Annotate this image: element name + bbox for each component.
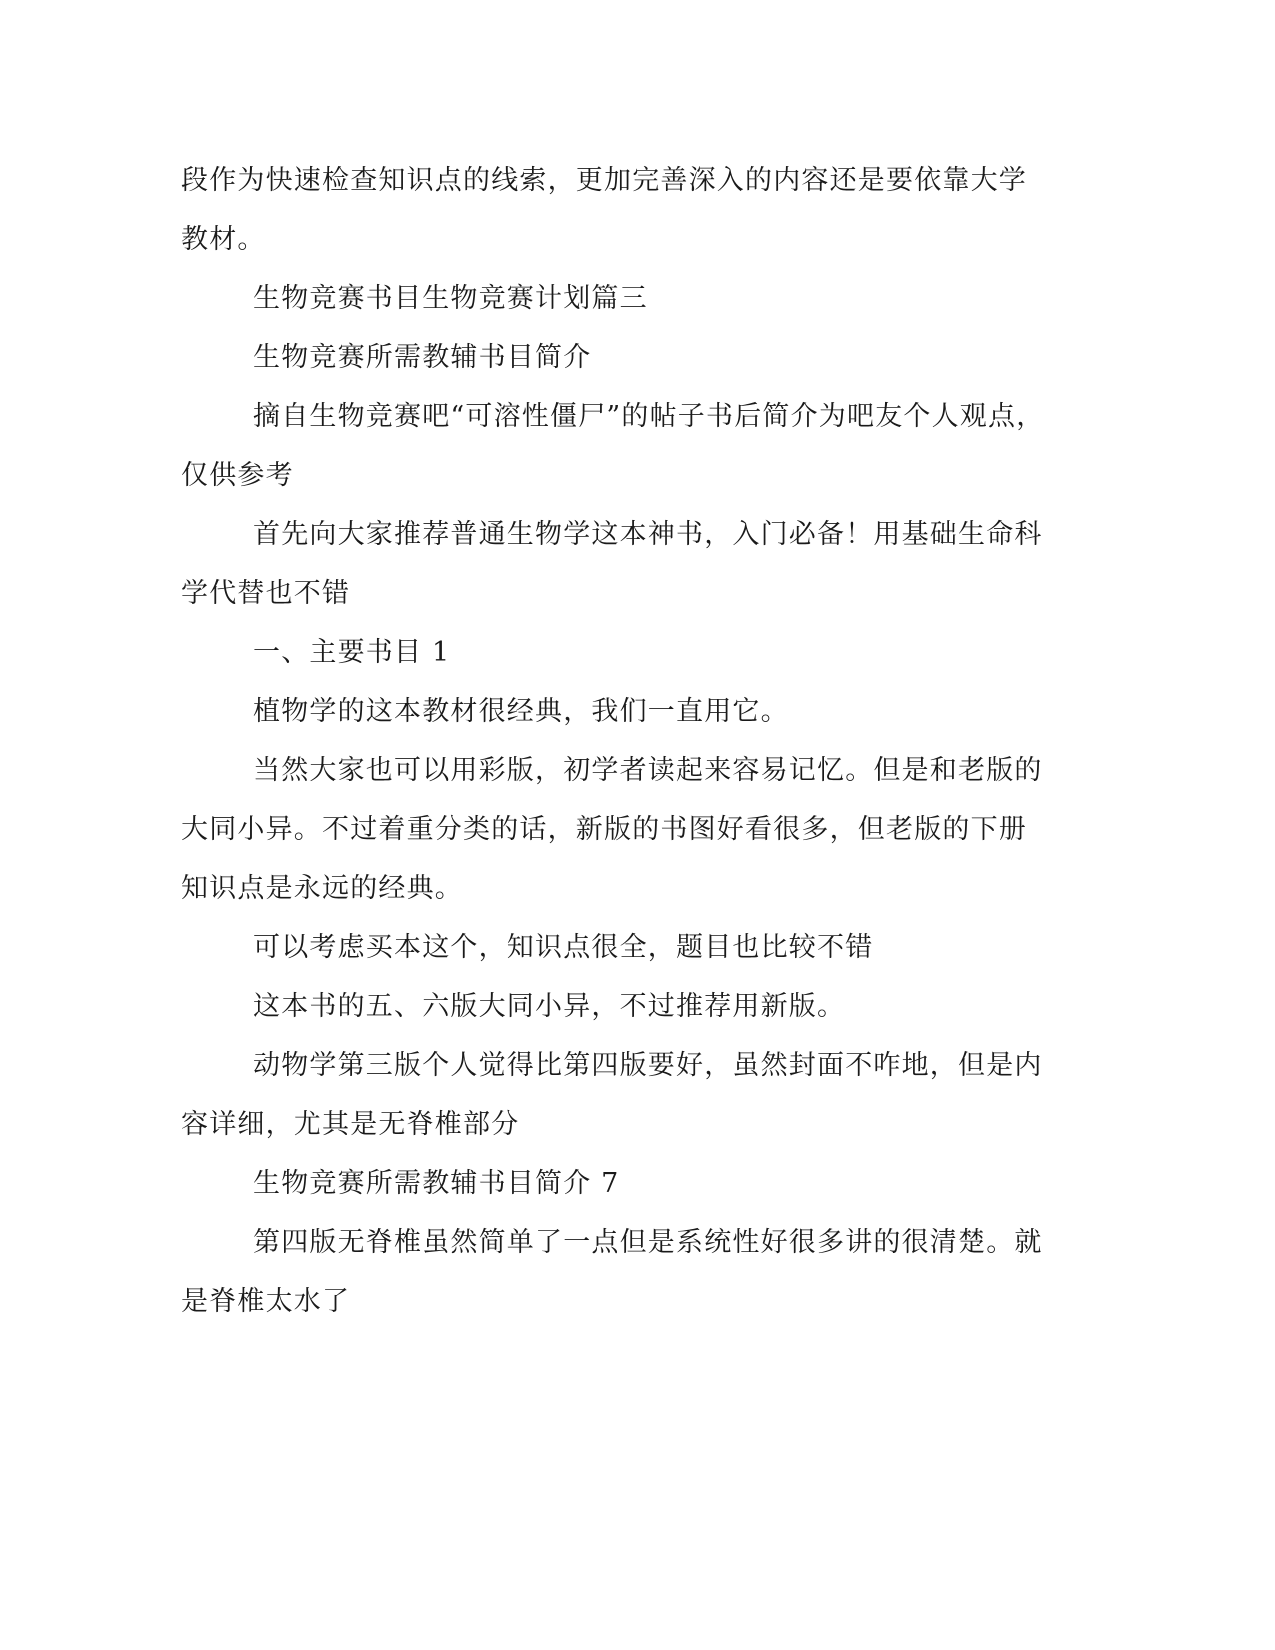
paragraph-line: 段作为快速检查知识点的线索，更加完善深入的内容还是要依靠大学: [181, 165, 1027, 196]
paragraph-line: 摘自生物竞赛吧“可溶性僵尸”的帖子书后简介为吧友个人观点，: [253, 401, 1045, 432]
paragraph-line: 是脊椎太水了: [181, 1286, 351, 1317]
paragraph-line: 首先向大家推荐普通生物学这本神书，入门必备！用基础生命科: [253, 519, 1043, 550]
paragraph-line: 这本书的五、六版大同小异，不过推荐用新版。: [253, 991, 846, 1022]
paragraph-line: 大同小异。不过着重分类的话，新版的书图好看很多，但老版的下册: [181, 814, 1027, 845]
paragraph-line: 动物学第三版个人觉得比第四版要好，虽然封面不咋地，但是内: [253, 1050, 1043, 1081]
paragraph-line: 植物学的这本教材很经典，我们一直用它。: [253, 696, 789, 727]
paragraph-line: 仅供参考: [181, 460, 294, 491]
section-heading: 生物竞赛所需教辅书目简介 7: [253, 1168, 620, 1199]
paragraph-line: 当然大家也可以用彩版，初学者读起来容易记忆。但是和老版的: [253, 755, 1043, 786]
paragraph-line: 教材。: [181, 224, 266, 255]
paragraph-line: 第四版无脊椎虽然简单了一点但是系统性好很多讲的很清楚。就: [253, 1227, 1043, 1258]
paragraph-line: 知识点是永远的经典。: [181, 873, 463, 904]
paragraph-line: 学代替也不错: [181, 578, 351, 609]
paragraph-line: 可以考虑买本这个，知识点很全，题目也比较不错: [253, 932, 874, 963]
section-heading: 生物竞赛所需教辅书目简介: [253, 342, 592, 373]
section-heading: 一、主要书目 1: [253, 637, 451, 668]
section-heading: 生物竞赛书目生物竞赛计划篇三: [253, 283, 648, 314]
paragraph-line: 容详细，尤其是无脊椎部分: [181, 1109, 520, 1140]
